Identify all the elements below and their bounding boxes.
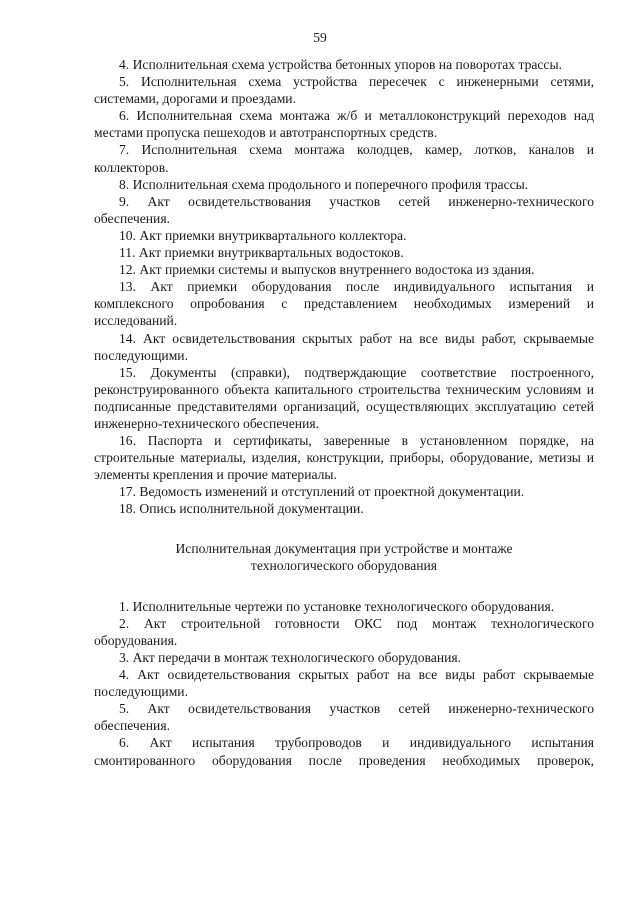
documents-list bbox=[94, 56, 594, 518]
list-item: 14. Акт освидетельствования скрытых работ на все виды работ, скрываемые последующими. bbox=[94, 330, 594, 363]
list-item: 5. Исполнительная схема устройства пересечек с инженерными сетями, системами, дорогами и проездами. bbox=[94, 74, 594, 107]
list-item: 12. Акт приемки системы и выпусков внутреннего водостока из здания. bbox=[119, 262, 535, 278]
list-item: 6. Исполнительная схема монтажа ж/б и металлоконструкций переходов над местами пропуска пешеходов и автотранспортных средств. bbox=[94, 108, 594, 141]
section-heading-line: Исполнительная документация при устройстве и монтаже bbox=[175, 540, 513, 556]
list-item: 17. Ведомость изменений и отступлений от проектной документации. bbox=[119, 484, 525, 500]
page-number: 59 bbox=[313, 30, 327, 45]
list-item: 3. Акт передачи в монтаж технологического оборудования. bbox=[119, 650, 462, 665]
equipment-documents-list bbox=[94, 598, 594, 769]
list-item: 8. Исполнительная схема продольного и поперечного профиля трассы. bbox=[119, 176, 529, 192]
list-item: 15. Документы (справки), подтверждающие соответствие построенного, реконструированного объекта капитального строительства техническим условиям и подписанные представителями организаций, осуществляющих эксплуатацию сетей инженерно-технического обеспечения. bbox=[94, 364, 594, 431]
page-content bbox=[94, 56, 594, 769]
list-item: 7. Исполнительная схема монтажа колодцев, камер, лотков, каналов и коллекторов. bbox=[94, 142, 594, 175]
list-item: 18. Опись исполнительной документации. bbox=[119, 501, 364, 517]
list-item: 13. Акт приемки оборудования после индивидуального испытания и комплексного опробования с представлением необходимых измерений и исследований. bbox=[94, 279, 594, 329]
list-item: 4. Акт освидетельствования скрытых работ на все виды работ скрываемые последующими. bbox=[94, 667, 594, 700]
section-heading bbox=[94, 540, 594, 574]
list-item: 10. Акт приемки внутриквартального коллектора. bbox=[119, 227, 407, 243]
list-item: 1. Исполнительные чертежи по установке технологического оборудования. bbox=[119, 598, 555, 614]
list-item: 5. Акт освидетельствования участков сетей инженерно-технического обеспечения. bbox=[94, 701, 594, 734]
list-item: 2. Акт строительной готовности ОКС под монтаж технологического оборудования. bbox=[94, 615, 594, 648]
list-item: 16. Паспорта и сертификаты, заверенные в установленном порядке, на строительные материалы, изделия, конструкции, приборы, оборудование, метизы и элементы крепления и прочие материалы. bbox=[94, 433, 594, 483]
section-heading-line: технологического оборудования bbox=[250, 557, 438, 573]
list-item: 4. Исполнительная схема устройства бетонных упоров на поворотах трассы. bbox=[119, 57, 562, 72]
list-item: 6. Акт испытания трубопроводов и индивидуального испытания смонтированного оборудования после проведения необходимых проверок, bbox=[94, 735, 594, 768]
list-item: 11. Акт приемки внутриквартальных водостоков. bbox=[119, 245, 404, 261]
list-item: 9. Акт освидетельствования участков сетей инженерно-технического обеспечения. bbox=[94, 193, 594, 226]
